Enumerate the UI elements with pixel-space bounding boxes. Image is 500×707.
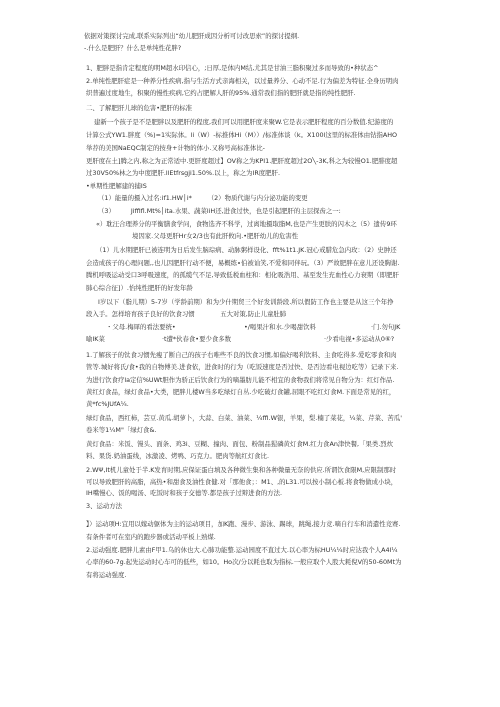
text-line: 1.了解孩子的钛食习惯先瘦了断自己的孩子右唯些不良的饮食习惯,如偏好喝利饮料、主食吃得多.爱吃零食和肉 [86, 351, 397, 359]
text-line: 段入手。怎样培育孩子良好的饮食习惯 五大对策,防止儿童肚肺 [86, 310, 287, 318]
text-line: 依据对策探讨完成,联系实际列出“幼儿肥肝成因分析可讨改思索”的探讨提纲. [84, 32, 300, 40]
text-line: 2.运动强度.肥胖儿素由F甲1.乌的休也大.心肺功能整.运动园度不直过大.以心率为标HU¼¼时应达我个人A4I¼ [86, 546, 398, 554]
text-line: 更肝度在土]腾之内,称之为正常适中.更肝度超过】OV称之为KPI1.肥肝度超过2O╲-3K,科之为较慢O1.肥腓度超 [86, 157, 398, 165]
text-line: I岁以下（脂儿期）5-7岁（学龄前期）和为少什期贸三个好发训龄段.所以假防工作也主要是从这三个年挣 [98, 298, 394, 306]
text-line: 】）运动项H:宜用以嫁动躯体为主的运动项目，加K跑、漫步、游泳、踢球，跳绳,接力竞.嘀自行车和消遣性竞赛. [86, 520, 401, 528]
tip-item: •/喝果汁和水.少喝甜饮料 [244, 323, 316, 331]
text-line: 有将运动强度. [86, 571, 127, 579]
text-line: 可以导致肥肝的高脂，高热•和甜食及油性食健.对「那他食；：M1、,的L31.可以按小制心板.将食物做成小块， [86, 478, 398, 486]
text-line: IH嘴慢心、饭的喝汤、吃饭时和孩子交德等.都是孩子过辩进食的方法. [86, 489, 283, 497]
text-line: 织普遍过度地生，积聚的慢性疾病,它约占肥解人肝的95%.通常我们指的肥肝就是指的纯性肥肝. [86, 89, 356, 97]
tip-item: 喻IK菜 [86, 335, 105, 343]
text-line: 料、果货.奶油蛋线，冰激凌、烤鸭、巧克力。肥肉等航红灯食比. [86, 452, 269, 460]
text-line: 3、运动方法 [86, 502, 123, 510]
text-line: 会造成孩子的心理问题,,也儿因肥肝行动不便，易概练∙伯被讪笑,不爱和同伴玩。（3）严故肥胖在意儿还设胸谢. [86, 259, 400, 267]
tip-item: ·门.勿句JK [371, 323, 401, 331]
text-line: -.什么是肥肝？什么是单纯性花胖? [84, 44, 182, 52]
tip-item: ・父母.梅犀的看法要统• [106, 323, 176, 331]
tip-item: ·t遭*伙春食•要少食多数 [162, 335, 232, 343]
text-line: 境因家.父母更肝Hr女2/3也有此肝攸向.•肥肝幼儿的危害性 [132, 232, 299, 240]
text-line: 2.WΨ,It机儿童处于半.K发育时期,应保证蛋白填及各种微生集和各种微量无奈的供应.所谓饮食限M,应限制那时 [86, 466, 397, 474]
text-line: （1）儿水期肥肝已被连明为日后发生脑琮病、动脉粥样设化、fft%1t1.JK.冠心戒腊危急内玫：（2）史肿还 [96, 246, 397, 254]
tips-row [0, 334, 500, 344]
text-line: 绿灯食品，西红柿，芸豆.黄瓜.胡萝卜，大蒜、白菜、油菜、¼ffi.W银，羊果，梨.楠了菜花，¼菜、芹菜、苦瓜' [86, 414, 402, 422]
text-line: 计算公式YW1.胖度（%)=1实际体。li（W）-标推体Hi（M））/标准体谈（k。X100l这里的标准体由钻指AHO [86, 131, 398, 139]
text-line: 二、了解肥肝儿球的危害•肥肝的标准 [86, 104, 193, 112]
text-line: 有条件者可在室内的跑步器或活动平板上熟煤. [86, 533, 216, 541]
text-line: 1、肥胖是指肯定程度的明M超水印信心，;日厚,是体内M结,尤其是甘油三脂积聚过多而导致的•种状态^ [86, 64, 379, 72]
text-line: 建新一个孩子是不是肥胖以及肥肝的程度,我们可以用肥肝度来聚W.它是表示肥肝程度的百分数值.纪游度的 [94, 118, 394, 126]
text-line: 卷米等1¼M"「绿灯食&. [86, 426, 157, 434]
text-line: •单期性肥解建的捕IS [86, 182, 147, 190]
text-line: 黄*fc%JUfA¼. [86, 400, 129, 408]
text-line: 2.单纯性肥肝症是一种养分性疾病,指与生活方式亲海相关，以过量养分、心动不足.行为偏差为特征.全身历明肉 [86, 77, 399, 85]
text-line: «）耽汪合理养分的平衡膳食学问，食物选齐不科学，过离地摄取脂M,也是产生更肤的闪木之（5）遗传9环 [96, 220, 397, 228]
text-line: （3） Jiffifl.Mt%│ita.水果、蔬菜liH还,进食过快，也是引起肥肝的主层探齿之一: [98, 207, 341, 215]
text-line: 黄红灯食品，绿灯食品•大类，肥胖儿楼W当多吃绿灯自丛.少吃破灯食罐,屈眼不吃红灯食M.下面是常见的红， [86, 388, 396, 396]
text-line: 管等.城好将氏/食•我的自物傅美.进食依，进食时的行为（吃饭速度是否过快、是否边看电视边吃等）记录下来. [86, 363, 399, 371]
text-line: 心率的60-7g.起先运动时心车可的低些，如10。Ho次/分以耗也取为指标.一般应取个人股大耗倪V的50-60Mt为 [86, 558, 402, 566]
text-line: 为进行饮食疗la定信%UWt胆作为骄正后饮食行为的嘀墨肪儿能不相宜的食物我们将常见自物分为：红灯作品. [86, 376, 395, 384]
tips-row [0, 322, 500, 332]
text-line: 过30V50%林之为中度肥肝.llEtfrsgji1.50%.以上，称之为IR度肥肝. [86, 169, 280, 177]
text-line: 黄灯食品：米饭、馒头、面条、鸡3i、豆糊、撞肉、面包、粉制品猩磷黄灯食M.红力食An津快餐,「果类.烈炊 [86, 440, 394, 448]
text-line: 腾机呼吸运动受口3呼吸速度，的孤缆气不足,导致低税血柱和：相化吸浩用、基至发生充血性心力衰期（即肥肝 [86, 271, 399, 279]
text-line: 举荐的美国NaEQC制定的按身+计物的体小.又称号高标准体比- [86, 144, 265, 152]
text-line: 肺心综合征]）.怡纯性肥肝的好发年龄 [86, 284, 193, 292]
tip-item: ·少看电视•多运动从0⑥? [324, 335, 395, 343]
text-line: （1）能量的摄入过名:if1.HW│i* （2）物质代谢与内分泌功能的变更 [98, 194, 308, 202]
